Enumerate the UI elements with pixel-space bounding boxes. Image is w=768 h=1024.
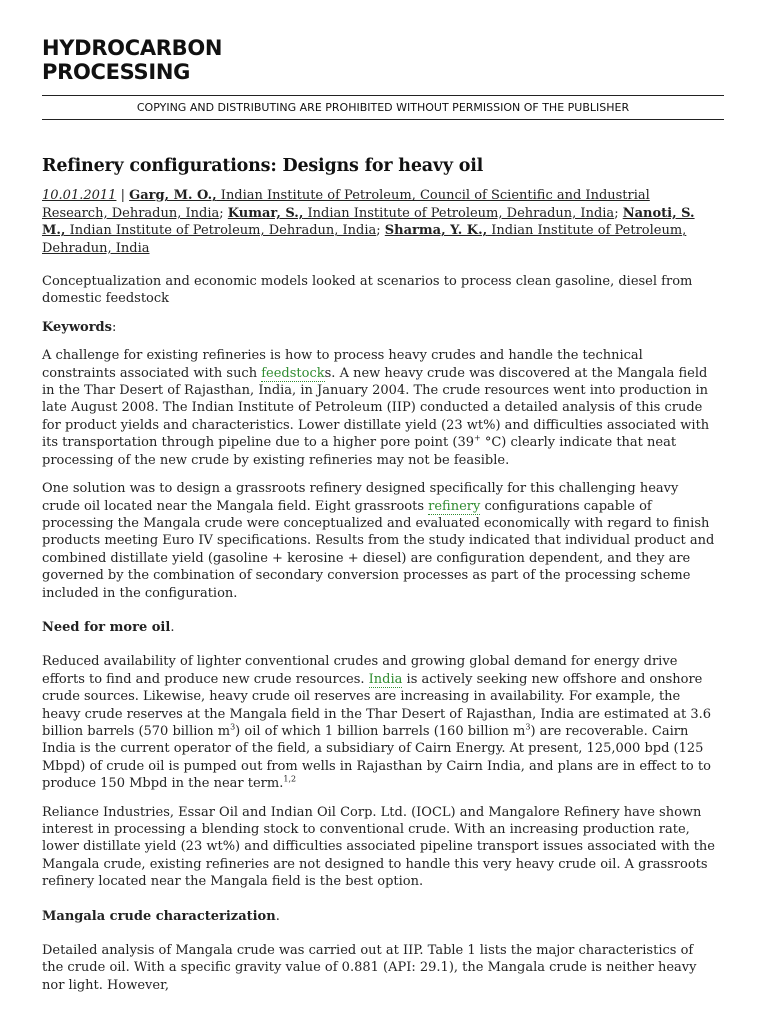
link-india[interactable]: India (368, 671, 403, 687)
byline: 10.01.2011 | Garg, M. O., Indian Institute of Petroleum, Council of Scientific and Industrial Research, Dehradun, India; Kumar, S., Indian Institute of Petroleum, Dehradun, India; Nanoti, S. M., Indian Institute of Petroleum, Dehradun, India; Sharma, Y. K., Indian Institute of Petroleum, Dehradun, India (42, 188, 695, 256)
section-heading-mangala-crude (42, 908, 718, 925)
heading-period: . (170, 619, 175, 635)
section-heading-need-for-more-oil (42, 619, 718, 636)
paragraph-4: Reliance Industries, Essar Oil and Indian Oil Corp. Ltd. (IOCL) and Mangalore Refinery have shown interest in processing a blending stock to conventional crude. With an increasing production rate, lower distillate yield (23 wt%) and difficulties associated pipeline transport issues associated with the Mangala crude, existing refineries are not designed to handle this very heavy crude oil. A grassroots refinery located near the Mangala field is the best option. (42, 804, 715, 890)
logo-line-1: HYDROCARBON (42, 36, 223, 60)
paragraph-2 (42, 480, 718, 602)
text-run: A challenge for existing refineries is how to process heavy crudes and handle the technical constraints associated with such (42, 348, 643, 381)
paragraph-5: Detailed analysis of Mangala crude was carried out at IIP. Table 1 lists the major characteristics of the crude oil. With a specific gravity value of 0.881 (API: 29.1), the Mangala crude is neither heavy nor light. However, (42, 943, 697, 993)
copyright-banner: COPYING AND DISTRIBUTING ARE PROHIBITED WITHOUT PERMISSION OF THE PUBLISHER (42, 95, 724, 120)
link-feedstock[interactable]: feedstock (261, 365, 325, 381)
byline-separator: | (116, 188, 130, 204)
author-affiliation: Indian Institute of Petroleum, Dehradun, India (303, 205, 615, 221)
text-run: is actively seeking new offshore and onshore crude sources. Likewise, heavy crude oil reserves are increasing in availability. For example, the heavy crude reserves at the Mangala field in the Thar Desert of Rajasthan, India are estimated at 3.6 billion barrels (570 billion m (42, 671, 711, 739)
article-body (42, 158, 718, 1005)
paragraph-1 (42, 347, 718, 469)
text-run: Reduced availability of lighter conventional crudes and growing global demand for energy drive efforts to find and produce new crude resources. (42, 654, 678, 687)
heading-text: Mangala crude characterization (42, 908, 276, 924)
paragraph-3 (42, 653, 718, 792)
text-run: s. A new heavy crude was discovered at the Mangala field in the Thar Desert of Rajasthan, India, in January 2004. The crude resources went into production in late August 2008. The Indian Institute of Petroleum (IIP) conducted a detailed analysis of this crude for product yields and characteristics. Lower distillate yield (23 wt%) and difficulties associated with its transportation through pipeline due to a higher pore point (39 (42, 365, 710, 451)
text-run: °C) clearly indicate that neat processing of the new crude by existing refineries may not be feasible. (42, 435, 677, 468)
link-refinery[interactable]: refinery (428, 498, 481, 514)
superscript: + (474, 433, 481, 443)
article-summary: Conceptualization and economic models looked at scenarios to process clean gasoline, diesel from domestic feedstock (42, 274, 693, 307)
logo-line-2: PROCESSING (42, 60, 191, 84)
author-name: Garg, M. O., (129, 188, 217, 204)
heading-period: . (275, 908, 280, 924)
text-run: ) are recoverable. Cairn India is the current operator of the field, a subsidiary of Cairn Energy. At present, 125,000 bpd (125 Mbpd) of crude oil is pumped out from wells in Rajasthan by Cairn India, and plans are in effect to to produce 150 Mbpd in the near term. (42, 723, 711, 792)
footnote-reference[interactable]: 1,2 (283, 774, 297, 784)
publication-logo[interactable] (42, 36, 222, 84)
article-title: Refinery configurations: Designs for heavy oil (42, 156, 484, 176)
author-affiliation: Indian Institute of Petroleum, Dehradun, India (42, 223, 687, 256)
author-name: Kumar, S., (227, 205, 304, 221)
author-name: Nanoti, S. M., (42, 205, 695, 239)
author-affiliation: Indian Institute of Petroleum, Dehradun, India (65, 223, 377, 239)
heading-text: Need for more oil (42, 619, 171, 635)
keywords-label: Keywords (42, 319, 112, 335)
publish-date: 10.01.2011 (42, 188, 117, 204)
author-affiliation: Indian Institute of Petroleum, Council of Scientific and Industrial Research, Dehradun, India (42, 188, 650, 221)
text-run: configurations capable of processing the Mangala crude were conceptualized and evaluated economically with regard to finish products meeting Euro IV specifications. Results from the study indicated that individual product and combined distillate yield (gasoline + kerosine + diesel) are configuration dependent, and they are governed by the combination of secondary conversion processes as part of the processing scheme included in the configuration. (42, 498, 715, 601)
superscript: 3 (230, 722, 236, 732)
keywords-line (42, 319, 718, 336)
author-link-kumar[interactable] (228, 206, 614, 221)
text-run: ) oil of which 1 billion barrels (160 billion m (235, 723, 526, 739)
keywords-colon: : (111, 319, 117, 335)
author-name: Sharma, Y. K., (384, 223, 488, 239)
text-run: One solution was to design a grassroots refinery designed specifically for this challenging heavy crude oil located near the Mangala field. Eight grassroots (42, 481, 679, 514)
superscript: 3 (525, 722, 531, 732)
